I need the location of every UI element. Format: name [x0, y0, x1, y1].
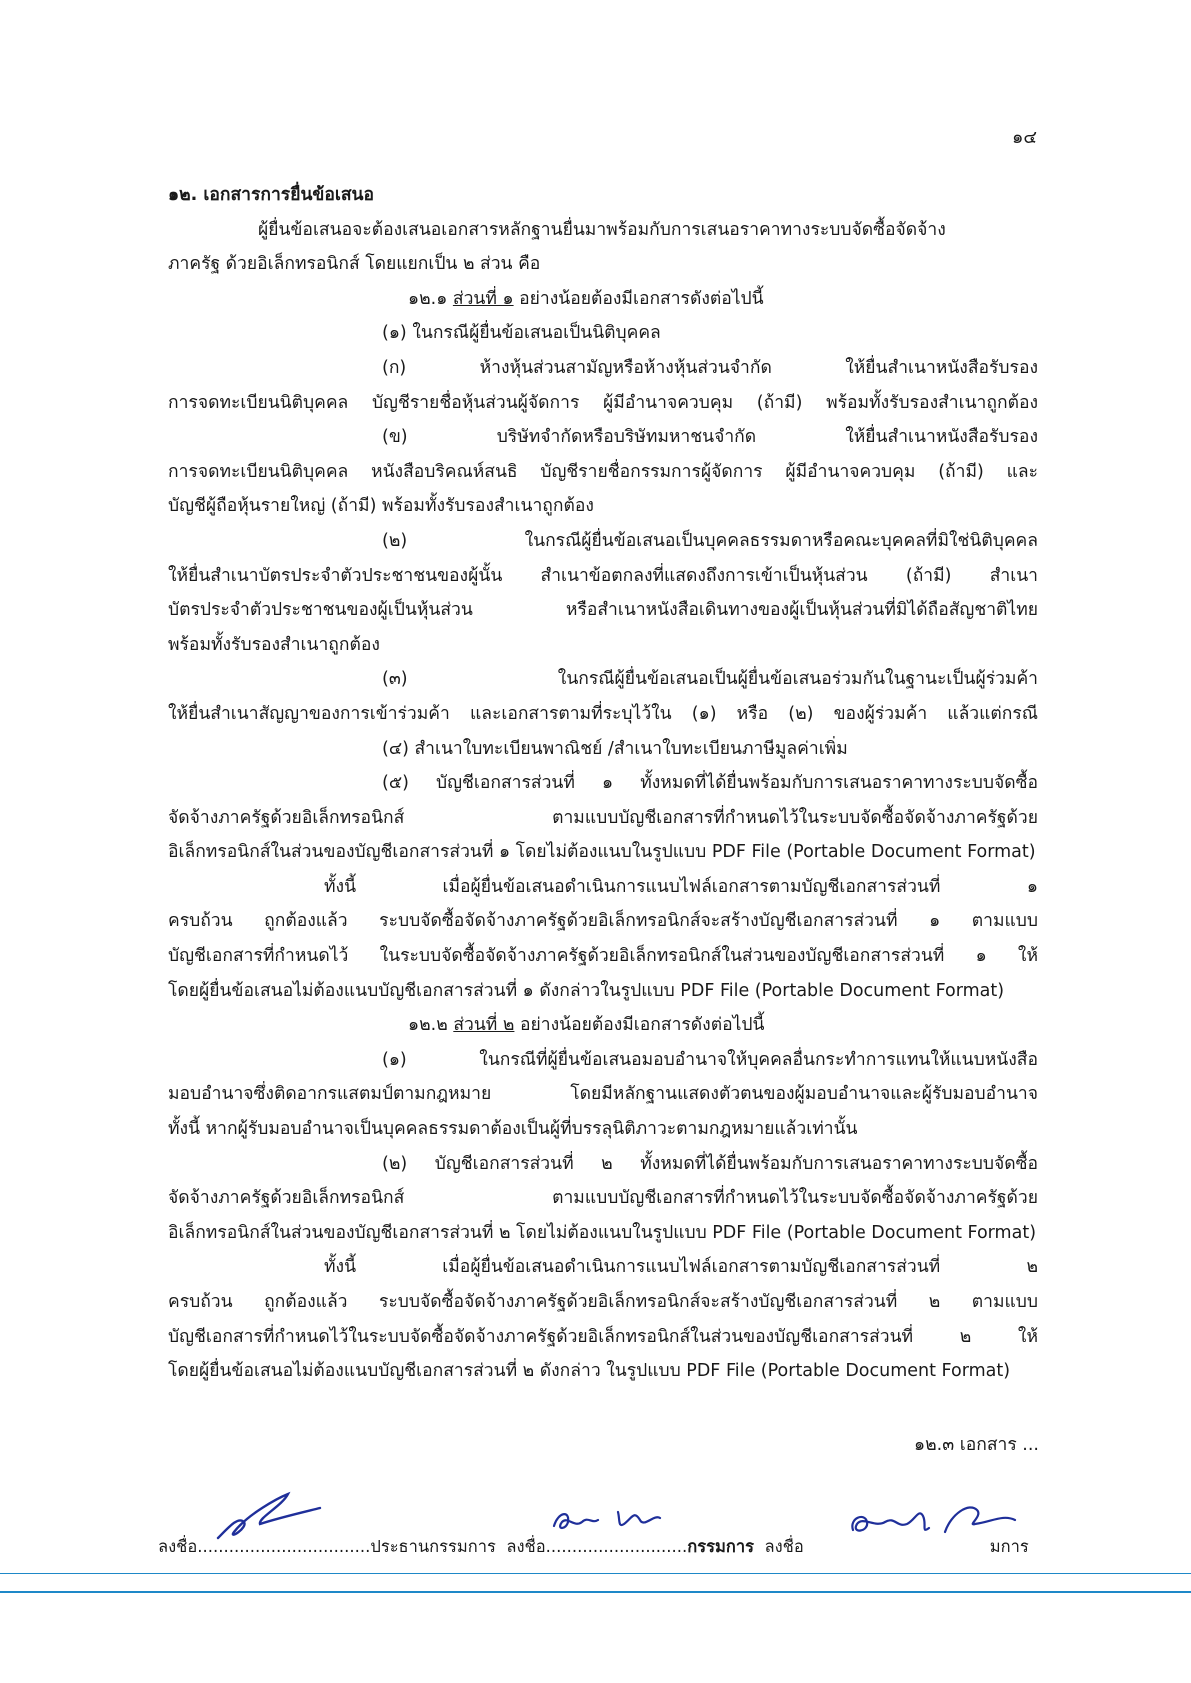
- list-item: (๓) ในกรณีผู้ยื่นข้อเสนอเป็นผู้ยื่นข้อเสนอร่วมกันในฐานะเป็นผู้ร่วมค้า: [382, 669, 1038, 690]
- list-item: (ก) ห้างหุ้นส่วนสามัญหรือห้างหุ้นส่วนจำกัด ให้ยื่นสำเนาหนังสือรับรอง: [382, 357, 1038, 378]
- list-item: (๔) สำเนาใบทะเบียนพาณิชย์ /สำเนาใบทะเบียนภาษีมูลค่าเพิ่ม: [382, 738, 848, 759]
- list-item-cont: อิเล็กทรอนิกส์ในส่วนของบัญชีเอกสารส่วนที่ ๒ โดยไม่ต้องแนบในรูปแบบ PDF File (Portable Document Format): [168, 1222, 1037, 1243]
- list-item: (๕) บัญชีเอกสารส่วนที่ ๑ ทั้งหมดที่ได้ยื่นพร้อมกับการเสนอราคาทางระบบจัดซื้อ: [382, 773, 1038, 794]
- footer-rule: [0, 1591, 1191, 1593]
- section-heading: ๑๒. เอกสารการยื่นข้อเสนอ: [168, 185, 375, 205]
- list-item-cont: ให้ยื่นสำเนาบัตรประจำตัวประชาชนของผู้นั้น สำเนาข้อตกลงที่แสดงถึงการเข้าเป็นหุ้นส่วน (ถ้ามี) สำเนา: [168, 565, 1038, 586]
- subsection-label: ส่วนที่ ๒: [453, 1015, 515, 1036]
- signature-line: [158, 1534, 1038, 1560]
- list-item-cont: การจดทะเบียนนิติบุคคล หนังสือบริคณห์สนธิ บัญชีรายชื่อกรรมการผู้จัดการ ผู้มีอำนาจควบคุม (ถ้ามี) และ: [168, 461, 1038, 482]
- sign-label-3: ลงชื่อ: [764, 1537, 804, 1556]
- list-item: ทั้งนี้ เมื่อผู้ยื่นข้อเสนอดำเนินการแนบไฟล์เอกสารตามบัญชีเอกสารส่วนที่ ๑: [324, 876, 1038, 897]
- list-item-cont: ให้ยื่นสำเนาสัญญาของการเข้าร่วมค้า และเอกสารตามที่ระบุไว้ใน (๑) หรือ (๒) ของผู้ร่วมค้า แล้วแต่กรณี: [168, 703, 1038, 724]
- subsection-12-2: [168, 1008, 1038, 1043]
- list-item-cont: บัญชีผู้ถือหุ้นรายใหญ่ (ถ้ามี) พร้อมทั้งรับรองสำเนาถูกต้อง: [168, 496, 594, 517]
- list-item: (๒) บัญชีเอกสารส่วนที่ ๒ ทั้งหมดที่ได้ยื่นพร้อมกับการเสนอราคาทางระบบจัดซื้อ: [382, 1153, 1038, 1174]
- list-item-cont: มอบอำนาจซึ่งติดอากรแสตมป์ตามกฎหมาย โดยมีหลักฐานแสดงตัวตนของผู้มอบอำนาจและผู้รับมอบอำนาจ: [168, 1084, 1038, 1105]
- list-item-cont: บัญชีเอกสารที่กำหนดไว้ในระบบจัดซื้อจัดจ้างภาครัฐด้วยอิเล็กทรอนิกส์ในส่วนของบัญชีเอกสารส่วนที่ ๒ ให้: [168, 1326, 1038, 1347]
- list-item-cont: จัดจ้างภาครัฐด้วยอิเล็กทรอนิกส์ ตามแบบบัญชีเอกสารที่กำหนดไว้ในระบบจัดซื้อจัดจ้างภาครัฐด้วย: [168, 1188, 1038, 1209]
- subsection-label: ส่วนที่ ๑: [452, 288, 514, 309]
- list-item-cont: พร้อมทั้งรับรองสำเนาถูกต้อง: [168, 634, 380, 655]
- page-number: ๑๔: [1011, 127, 1037, 148]
- sign-label-1: ลงชื่อ.................................: [158, 1537, 371, 1556]
- list-item-cont: ครบถ้วน ถูกต้องแล้ว ระบบจัดซื้อจัดจ้างภาครัฐด้วยอิเล็กทรอนิกส์จะสร้างบัญชีเอกสารส่วนที่ ๑ ตามแบบ: [168, 911, 1038, 932]
- list-item-cont: โดยผู้ยื่นข้อเสนอไม่ต้องแนบบัญชีเอกสารส่วนที่ ๑ ดังกล่าวในรูปแบบ PDF File (Portable Document Format): [168, 980, 1005, 1001]
- section-12-body: [168, 178, 1038, 1389]
- subsection-12-1: [168, 282, 1038, 317]
- sign-role-member-1: กรรมการ: [687, 1537, 754, 1556]
- list-item: (๑) ในกรณีที่ผู้ยื่นข้อเสนอมอบอำนาจให้บุคคลอื่นกระทำการแทนให้แนบหนังสือ: [382, 1049, 1038, 1070]
- list-item: (ข) บริษัทจำกัดหรือบริษัทมหาชนจำกัด ให้ยื่นสำเนาหนังสือรับรอง: [382, 427, 1038, 448]
- footer-rule-thin: [0, 1573, 1191, 1574]
- list-item-cont: ครบถ้วน ถูกต้องแล้ว ระบบจัดซื้อจัดจ้างภาครัฐด้วยอิเล็กทรอนิกส์จะสร้างบัญชีเอกสารส่วนที่ ๒ ตามแบบ: [168, 1292, 1038, 1312]
- list-item-cont: บัญชีเอกสารที่กำหนดไว้ ในระบบจัดซื้อจัดจ้างภาครัฐด้วยอิเล็กทรอนิกส์ในส่วนของบัญชีเอกสารส่วนที่ ๑ ให้: [168, 946, 1038, 967]
- list-item-cont: ทั้งนี้ หากผู้รับมอบอำนาจเป็นบุคคลธรรมดาต้องเป็นผู้ที่บรรลุนิติภาวะตามกฎหมายแล้วเท่านั้น: [168, 1119, 858, 1140]
- sign-role-chairman: ประธานกรรมการ: [370, 1537, 496, 1556]
- list-item: (๒) ในกรณีผู้ยื่นข้อเสนอเป็นบุคคลธรรมดาหรือคณะบุคคลที่มิใช่นิติบุคคล: [382, 530, 1038, 551]
- list-item-cont: อิเล็กทรอนิกส์ในส่วนของบัญชีเอกสารส่วนที่ ๑ โดยไม่ต้องแนบในรูปแบบ PDF File (Portable Document Format): [168, 842, 1036, 863]
- list-item-cont: โดยผู้ยื่นข้อเสนอไม่ต้องแนบบัญชีเอกสารส่วนที่ ๒ ดังกล่าว ในรูปแบบ PDF File (Portable Document Format): [168, 1361, 1011, 1382]
- sign-role-member-2: มการ: [989, 1537, 1029, 1556]
- paragraph-line: ภาครัฐ ด้วยอิเล็กทรอนิกส์ โดยแยกเป็น ๒ ส่วน คือ: [168, 254, 541, 275]
- subsection-text: อย่างน้อยต้องมีเอกสารดังต่อไปนี้: [514, 1015, 765, 1036]
- subsection-number: ๑๒.๒: [408, 1015, 454, 1036]
- list-item: (๑) ในกรณีผู้ยื่นข้อเสนอเป็นนิติบุคคล: [382, 323, 661, 344]
- list-item: ทั้งนี้ เมื่อผู้ยื่นข้อเสนอดำเนินการแนบไฟล์เอกสารตามบัญชีเอกสารส่วนที่ ๒: [324, 1257, 1038, 1278]
- list-item-cont: บัตรประจำตัวประชาชนของผู้เป็นหุ้นส่วน หรือสำเนาหนังสือเดินทางของผู้เป็นหุ้นส่วนที่มิได้ถือสัญชาติไทย: [168, 600, 1038, 621]
- list-item-cont: จัดจ้างภาครัฐด้วยอิเล็กทรอนิกส์ ตามแบบบัญชีเอกสารที่กำหนดไว้ในระบบจัดซื้อจัดจ้างภาครัฐด้วย: [168, 807, 1038, 828]
- subsection-text: อย่างน้อยต้องมีเอกสารดังต่อไปนี้: [513, 288, 764, 309]
- subsection-number: ๑๒.๑: [408, 288, 453, 309]
- paragraph-line: ผู้ยื่นข้อเสนอจะต้องเสนอเอกสารหลักฐานยื่นมาพร้อมกับการเสนอราคาทางระบบจัดซื้อจัดจ้าง: [258, 219, 946, 240]
- list-item-cont: การจดทะเบียนนิติบุคคล บัญชีรายชื่อหุ้นส่วนผู้จัดการ ผู้มีอำนาจควบคุม (ถ้ามี) พร้อมทั้งรับรองสำเนาถูกต้อง: [168, 392, 1038, 413]
- sign-label-2: ลงชื่อ...........................: [506, 1537, 688, 1556]
- continuation-note: ๑๒.๓ เอกสาร ...: [914, 1435, 1039, 1455]
